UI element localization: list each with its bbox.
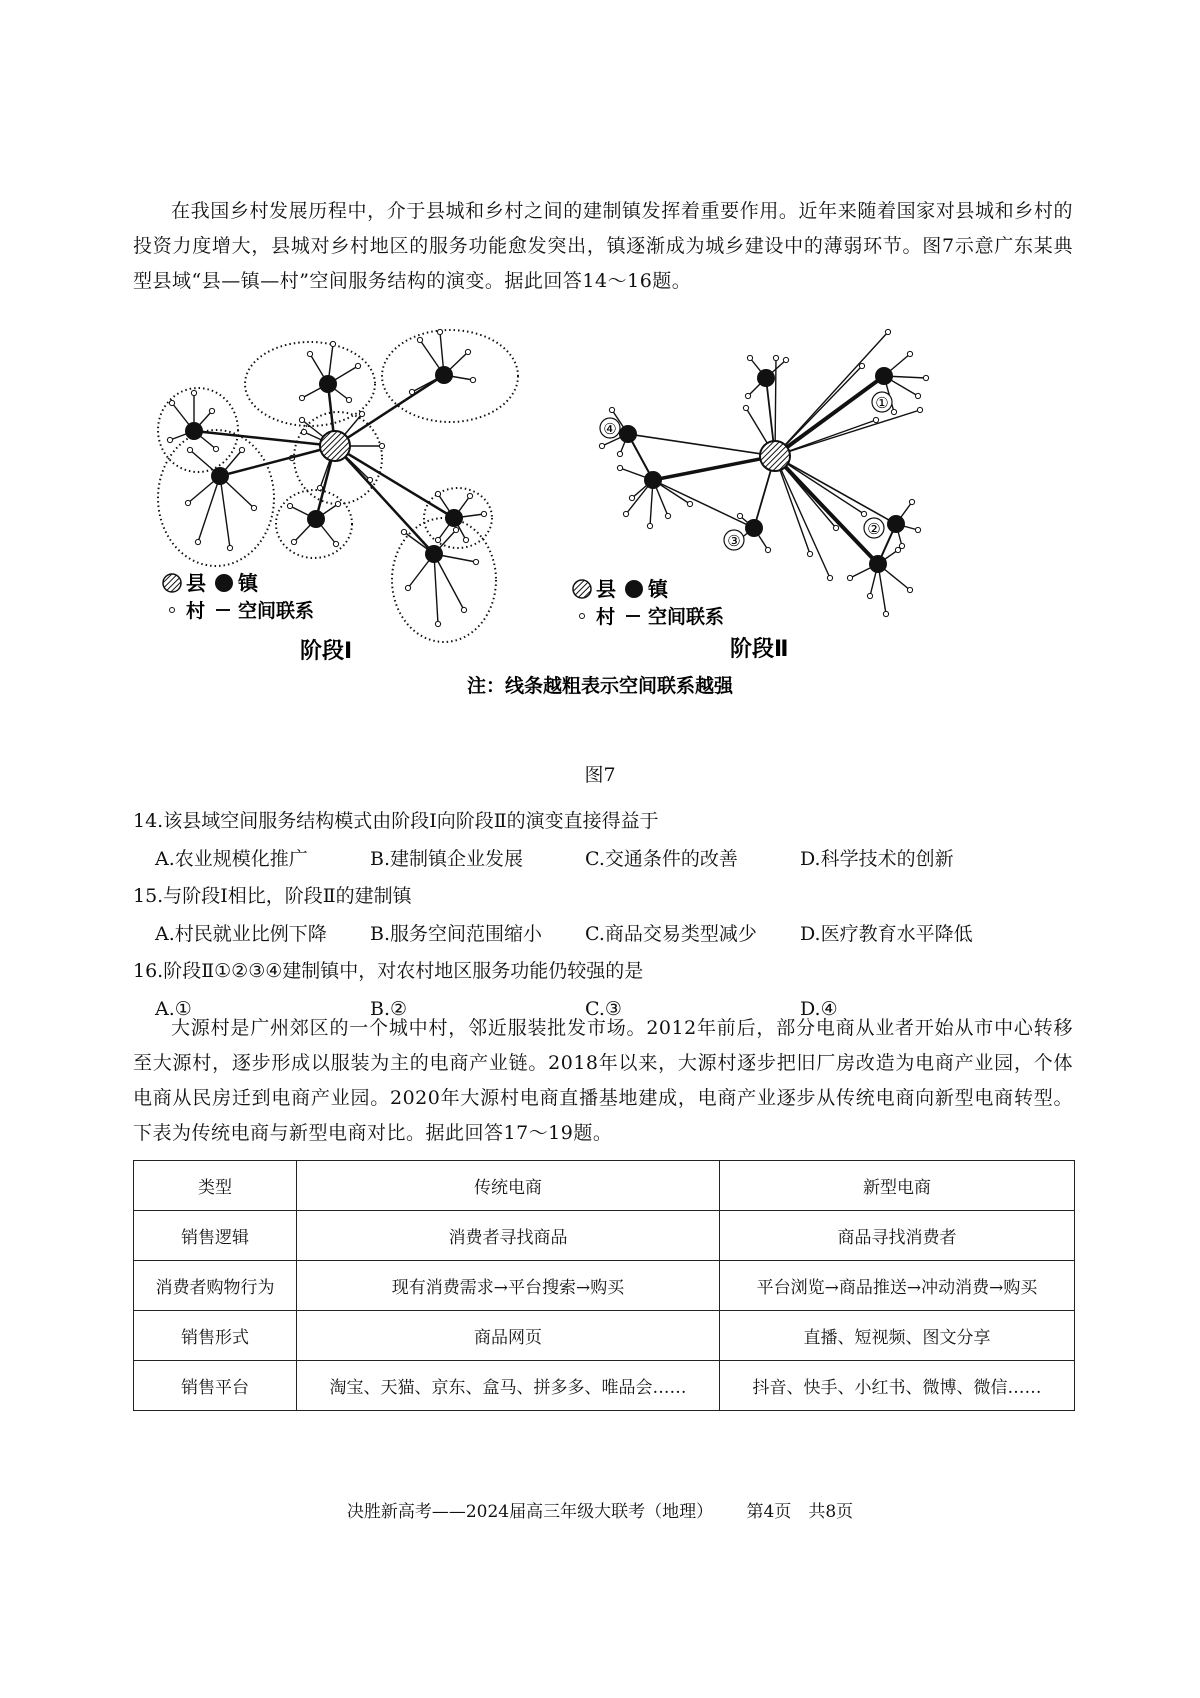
village-node — [599, 443, 604, 448]
ecommerce-comparison-table — [133, 1160, 1075, 1411]
village-node — [923, 375, 928, 380]
village-node — [473, 559, 478, 564]
village-node — [317, 485, 322, 490]
village-node — [899, 543, 904, 548]
village-node — [617, 465, 622, 470]
village-node — [359, 411, 364, 416]
table-cell: 新型电商 — [720, 1161, 1075, 1211]
stage1-network — [158, 329, 518, 642]
table-cell: 传统电商 — [297, 1161, 720, 1211]
county-town-link — [775, 456, 896, 524]
village-node — [623, 511, 628, 516]
village-node — [617, 451, 622, 456]
village-node — [335, 501, 340, 506]
town-node — [745, 519, 763, 537]
legend2-county-symbol — [573, 580, 591, 598]
village-node — [467, 493, 472, 498]
county-town-link — [335, 446, 434, 554]
village-node — [405, 585, 410, 590]
question-15-options — [155, 918, 1105, 950]
figure-note: 注：线条越粗表示空间联系越强 — [466, 675, 734, 697]
village-link — [434, 554, 464, 610]
option-b[interactable]: B.建制镇企业发展 — [370, 848, 524, 870]
town-number-label: ③ — [727, 532, 741, 550]
town-node — [869, 555, 887, 573]
figure-caption: 图7 — [584, 764, 616, 786]
option-d[interactable]: D.④ — [800, 998, 838, 1020]
village-node — [859, 363, 864, 368]
table-cell: 销售形式 — [134, 1311, 297, 1361]
village-node — [847, 575, 852, 580]
page-footer — [0, 1497, 1200, 1522]
village-node — [647, 523, 652, 528]
town-node — [435, 366, 453, 384]
figure-7-diagram — [150, 318, 1050, 738]
town-number-label: ② — [867, 520, 881, 538]
village-node — [435, 537, 440, 542]
village-node — [169, 400, 174, 405]
village-node — [435, 491, 440, 496]
village-node — [861, 511, 866, 516]
intro-paragraph: 在我国乡村发展历程中，介于县城和乡村之间的建制镇发挥着重要作用。近年来随着国家对县城和乡村的投资力度增大，县城对乡村地区的服务功能愈发突出，镇逐渐成为城乡建设中的薄弱环节。图7示意广东某典型县域“县—镇—村”空间服务结构的演变。据此回答14～16题。 — [133, 200, 1073, 292]
village-node — [355, 363, 360, 368]
village-node — [883, 611, 888, 616]
legend2-link: 空间联系 — [648, 606, 725, 628]
county-town-link — [775, 376, 884, 456]
table-cell: 销售逻辑 — [134, 1211, 297, 1261]
village-node — [747, 355, 752, 360]
legend2-county: 县 — [596, 577, 616, 601]
county-town-link — [220, 446, 335, 476]
town-node — [757, 369, 775, 387]
village-node — [287, 503, 292, 508]
village-node — [330, 341, 335, 346]
village-node — [187, 447, 192, 452]
town-node — [644, 471, 662, 489]
table-header-row — [134, 1161, 1075, 1211]
footer-page-number: 第4页 共8页 — [746, 1502, 854, 1522]
village-node — [463, 537, 468, 542]
village-node — [437, 329, 442, 334]
town-node — [185, 422, 203, 440]
legend-county: 县 — [186, 571, 206, 595]
county-town-link — [653, 456, 775, 480]
village-node — [773, 355, 778, 360]
table-cell: 直播、短视频、图文分享 — [720, 1311, 1075, 1361]
option-d[interactable]: D.科学技术的创新 — [800, 848, 954, 870]
county-node — [320, 431, 350, 461]
village-node — [907, 351, 912, 356]
town-number-label: ④ — [603, 420, 617, 438]
table-cell: 类型 — [134, 1161, 297, 1211]
stage2-network — [599, 329, 928, 616]
stage2-legend — [573, 577, 789, 662]
village-link — [220, 476, 230, 548]
table-cell: 淘宝、天猫、京东、盒马、拼多多、唯品会…… — [297, 1361, 720, 1411]
legend-town: 镇 — [238, 571, 258, 595]
option-b[interactable]: B.服务空间范围缩小 — [370, 923, 543, 945]
village-node — [665, 513, 670, 518]
town-node — [875, 367, 893, 385]
village-node — [299, 395, 304, 400]
legend2-town: 镇 — [648, 577, 668, 601]
option-a[interactable]: A.农业规模化推广 — [155, 848, 308, 870]
town-node — [425, 545, 443, 563]
legend-village: 村 — [186, 600, 206, 622]
table-cell: 现有消费需求→平台搜索→购买 — [297, 1261, 720, 1311]
village-node — [301, 429, 306, 434]
village-node — [481, 511, 486, 516]
village-node — [687, 501, 692, 506]
village-node — [401, 529, 406, 534]
legend2-village-symbol — [580, 614, 585, 619]
table-cell: 销售平台 — [134, 1361, 297, 1411]
option-d[interactable]: D.医疗教育水平降低 — [800, 923, 973, 945]
option-c[interactable]: C.交通条件的改善 — [585, 848, 738, 870]
table-cell: 平台浏览→商品推送→冲动消费→购买 — [720, 1261, 1075, 1311]
legend-county-symbol — [163, 574, 181, 592]
village-node — [409, 389, 414, 394]
stage2-label: 阶段Ⅱ — [730, 637, 789, 662]
county-node — [760, 441, 790, 471]
legend-village-symbol — [170, 608, 175, 613]
village-node — [333, 541, 338, 546]
village-node — [867, 593, 872, 598]
village-node — [833, 525, 838, 530]
village-node — [909, 499, 914, 504]
legend2-village: 村 — [596, 606, 616, 628]
village-node — [917, 407, 922, 412]
table-cell: 消费者寻找商品 — [297, 1211, 720, 1261]
village-node — [299, 417, 304, 422]
village-node — [465, 349, 470, 354]
village-node — [461, 607, 466, 612]
village-node — [191, 390, 196, 395]
village-node — [251, 505, 256, 510]
village-node — [379, 443, 384, 448]
village-node — [807, 551, 812, 556]
question-14-options — [155, 843, 1105, 875]
village-node — [209, 408, 214, 413]
town-node — [211, 467, 229, 485]
village-node — [915, 393, 920, 398]
legend-town-symbol — [215, 574, 233, 592]
village-node — [346, 397, 351, 402]
option-a[interactable]: A.村民就业比例下降 — [155, 923, 327, 945]
town-node — [887, 515, 905, 533]
village-node — [737, 513, 742, 518]
village-node — [885, 329, 890, 334]
village-node — [435, 621, 440, 626]
second-paragraph: 大源村是广州郊区的一个城中村，邻近服装批发市场。2012年前后，部分电商从业者开始从市中心转移至大源村，逐步形成以服装为主的电商产业链。2018年以来，大源村逐步把旧厂房改造为电商产业园，个体电商从民房迁到电商产业园。2020年大源村电商直播基地建成，电商产业逐步从传统电商向新型电商转型。下表为传统电商与新型电商对比。据此回答17～19题。 — [133, 1017, 1073, 1144]
table-row — [134, 1361, 1075, 1411]
town-node — [319, 375, 337, 393]
town-town-link — [653, 480, 754, 528]
village-node — [195, 539, 200, 544]
stage1-label: 阶段Ⅰ — [300, 639, 353, 664]
village-node — [239, 447, 244, 452]
town-node — [445, 509, 463, 527]
village-node — [873, 417, 878, 422]
village-node — [227, 545, 232, 550]
question-15-stem: 15.与阶段Ⅰ相比，阶段Ⅱ的建制镇 — [133, 885, 412, 907]
village-node — [629, 495, 634, 500]
service-range-boundary — [392, 518, 496, 642]
table-cell: 商品寻找消费者 — [720, 1211, 1075, 1261]
county-town-link — [335, 375, 444, 446]
village-node — [743, 405, 748, 410]
village-node — [745, 393, 750, 398]
village-link — [775, 420, 876, 456]
stage1-legend — [163, 571, 352, 664]
table-row — [134, 1211, 1075, 1261]
county-town-link — [628, 434, 775, 456]
table-cell: 商品网页 — [297, 1311, 720, 1361]
footer-exam-title: 决胜新高考——2024届高三年级大联考（地理） — [346, 1502, 714, 1522]
option-b[interactable]: B.② — [370, 998, 408, 1020]
village-node — [417, 337, 422, 342]
table-cell: 抖音、快手、小红书、微博、微信…… — [720, 1361, 1075, 1411]
legend2-town-symbol — [625, 580, 643, 598]
village-node — [783, 357, 788, 362]
village-link — [434, 554, 438, 624]
table-row — [134, 1261, 1075, 1311]
village-node — [185, 500, 190, 505]
county-town-link — [775, 456, 881, 564]
village-node — [453, 527, 458, 532]
county-town-link — [194, 431, 335, 446]
village-node — [765, 547, 770, 552]
village-node — [470, 377, 475, 382]
county-town-link — [335, 446, 454, 518]
town-node — [619, 425, 637, 443]
village-node — [891, 409, 896, 414]
village-node — [827, 575, 832, 580]
village-node — [291, 539, 296, 544]
village-node — [609, 407, 614, 412]
table-row — [134, 1311, 1075, 1361]
legend-link: 空间联系 — [238, 600, 315, 622]
town-number-label: ① — [875, 394, 889, 412]
village-node — [213, 446, 218, 451]
option-c[interactable]: C.③ — [585, 998, 622, 1020]
question-16-stem: 16.阶段Ⅱ①②③④建制镇中，对农村地区服务功能仍较强的是 — [133, 960, 644, 982]
table-cell: 消费者购物行为 — [134, 1261, 297, 1311]
village-node — [167, 437, 172, 442]
village-node — [915, 527, 920, 532]
town-node — [307, 510, 325, 528]
option-c[interactable]: C.商品交易类型减少 — [585, 923, 757, 945]
village-node — [907, 587, 912, 592]
question-14-stem: 14.该县域空间服务结构模式由阶段Ⅰ向阶段Ⅱ的演变直接得益于 — [133, 810, 659, 832]
option-a[interactable]: A.① — [155, 998, 192, 1020]
village-node — [307, 351, 312, 356]
